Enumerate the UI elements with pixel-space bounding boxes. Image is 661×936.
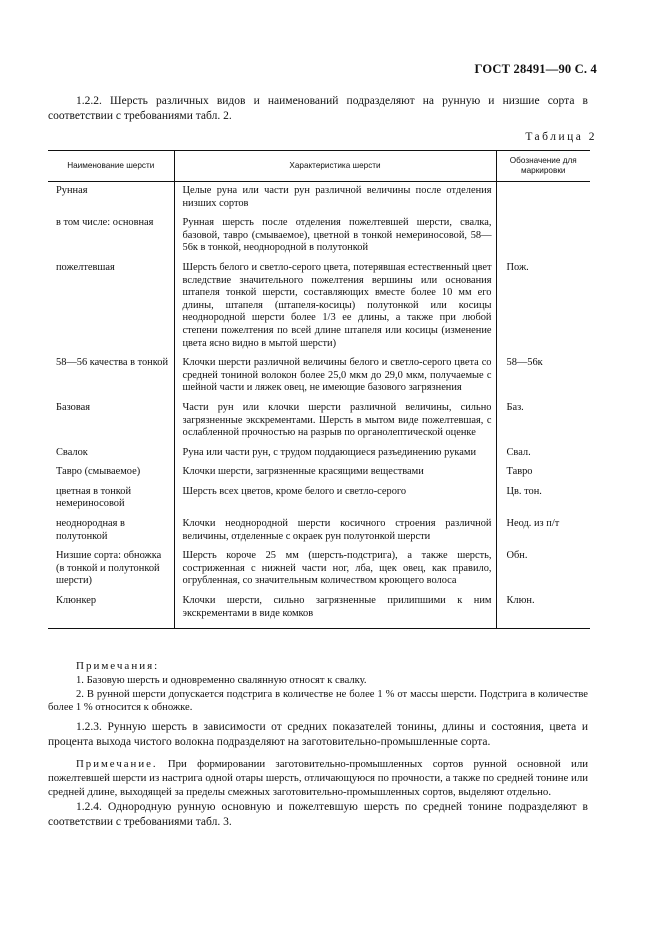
row-name: Тавро (смываемое) bbox=[56, 466, 141, 478]
paragraph-1-2-3: 1.2.3. Рунную шерсть в зависимости от средних показателей тонины, длины и состояния, цвета и процента выхода чистого волокна подразделяют на заготовительно-промышленные сорта. bbox=[48, 721, 588, 748]
table-row bbox=[48, 182, 590, 215]
row-name: в том числе: основная bbox=[56, 217, 154, 229]
note-2: 2. В рунной шерсти допускается подстрига в количестве не более 1 % от массы шерсти. Подстрига в количестве более 1 % относится к обножке. bbox=[48, 689, 588, 713]
row-desc: Клочки неоднородной шерсти косичного строения различной величины, отделенные с окраек рун полутонкой шерсти bbox=[174, 515, 496, 547]
table-row bbox=[48, 463, 590, 483]
paragraph-1-2-4: 1.2.4. Однородную рунную основную и пожелтевшую шерсть по средней тонине подразделяют в соответствии с требованиями табл. 3. bbox=[48, 801, 588, 828]
table-row bbox=[48, 444, 590, 464]
row-name: Низшие сорта: обножка (в тонкой и полутонкой шерсти) bbox=[56, 550, 162, 587]
page-header: ГОСТ 28491—90 С. 4 bbox=[474, 62, 597, 76]
table-row bbox=[48, 592, 590, 629]
row-desc: Клочки шерсти различной величины белого и светло-серого цвета со средней тониной волокон более 25,0 мкм до 29,0 мкм, получаемые с шейной части и ляжек овец, не имеющие базового загрязнения bbox=[174, 354, 496, 399]
row-code bbox=[496, 214, 590, 259]
table-label: Таблица 2 bbox=[525, 131, 597, 143]
wool-table bbox=[48, 150, 590, 629]
table-row bbox=[48, 214, 590, 259]
row-code: Неод. из п/т bbox=[506, 518, 560, 530]
row-desc: Клочки шерсти, загрязненные красящими веществами bbox=[174, 463, 496, 483]
row-name: цветная в тонкой немериносовой bbox=[56, 485, 132, 510]
table-row bbox=[48, 547, 590, 592]
row-desc: Руна или части рун, с трудом поддающиеся разъединению руками bbox=[174, 444, 496, 464]
table-header-row bbox=[48, 151, 590, 182]
row-name: Свалок bbox=[56, 446, 88, 458]
row-code: Тавро bbox=[506, 466, 533, 478]
table-row bbox=[48, 399, 590, 444]
row-name: Клюнкер bbox=[48, 592, 174, 629]
row-desc: Целые руна или части рун различной величины после отделения низших сортов bbox=[174, 182, 496, 215]
row-name: пожелтевшая bbox=[56, 261, 115, 273]
row-desc: Шерсть короче 25 мм (шерсть-подстрига), а также шерсть, состриженная с нижней части ног, лба, щек овец, как правило, огрубленная, со значительным количеством кроющего волоса bbox=[174, 547, 496, 592]
row-name: Рунная bbox=[56, 185, 88, 196]
row-code: Баз. bbox=[506, 401, 524, 413]
row-desc: Шерсть белого и светло-серого цвета, потерявшая естественный цвет вследствие значительного пожелтения вершины или основания штапеля тонкой шерсти, составляющих вместе более 10 мм его длины, штапеля (штапеля-косицы) полутонкой или косицы неоднородной шерсти более 1/3 ее длины, а также при любой степени пожелтения по всей длине штапеля или косицы (изменение цвета ясно видно в мытой шерсти) bbox=[174, 259, 496, 354]
row-code: Цв. тон. bbox=[506, 485, 542, 497]
row-name: 58—56 качества в тонкой bbox=[56, 357, 169, 369]
note-label: Примечание. bbox=[76, 758, 158, 770]
notes-title: Примечания: bbox=[76, 660, 160, 672]
paragraph-1-2-2: 1.2.2. Шерсть различных видов и наименований подразделяют на рунную и низшие сорта в соответствии с требованиями табл. 2. bbox=[48, 95, 588, 122]
table-row bbox=[48, 515, 590, 547]
row-name: неоднородная в полутонкой bbox=[56, 518, 125, 542]
row-desc: Рунная шерсть после отделения пожелтевшей шерсти, свалка, базовой, тавро (смываемое), цветной в тонкой немериносовой, 58—56к в тонкой, неоднородной в полутонкой bbox=[174, 214, 496, 259]
row-code: Клюн. bbox=[496, 592, 590, 629]
note-after-1-2-3 bbox=[48, 757, 588, 799]
note-1: 1. Базовую шерсть и одновременно свалянную относят к свалку. bbox=[76, 675, 367, 686]
row-code: Свал. bbox=[506, 446, 531, 458]
note-text: При формировании заготовительно-промышленных сортов рунной основной или пожелтевшей шерсти из настрига одной отары шерсть, отличающуюся по прочности, а также по средней тонине или средней длине, выходящей за пределы смежных заготовительно-промышленных сортов, выделяют отдельно. bbox=[48, 758, 589, 798]
table-row bbox=[48, 354, 590, 399]
row-code bbox=[496, 182, 590, 215]
row-code: 58—56к bbox=[506, 357, 543, 369]
col-header-name: Наименование шерсти bbox=[48, 151, 174, 182]
table-row bbox=[48, 259, 590, 354]
col-header-marking: Обозначение для маркировки bbox=[496, 151, 590, 182]
table-row bbox=[48, 483, 590, 515]
row-code: Обн. bbox=[506, 550, 528, 562]
row-desc: Клочки шерсти, сильно загрязненные прилипшими к ним экскрементами в виде комков bbox=[174, 592, 496, 629]
row-name: Базовая bbox=[56, 401, 90, 413]
row-code: Пож. bbox=[506, 261, 529, 273]
col-header-characteristic: Характеристика шерсти bbox=[174, 151, 496, 182]
row-desc: Части рун или клочки шерсти различной величины, сильно загрязненные экскрементами. Шерсть в мытом виде пожелтевшая, с ослабленной прочностью на разрыв по органолептической оценке bbox=[174, 399, 496, 444]
row-desc: Шерсть всех цветов, кроме белого и светло-серого bbox=[174, 483, 496, 515]
